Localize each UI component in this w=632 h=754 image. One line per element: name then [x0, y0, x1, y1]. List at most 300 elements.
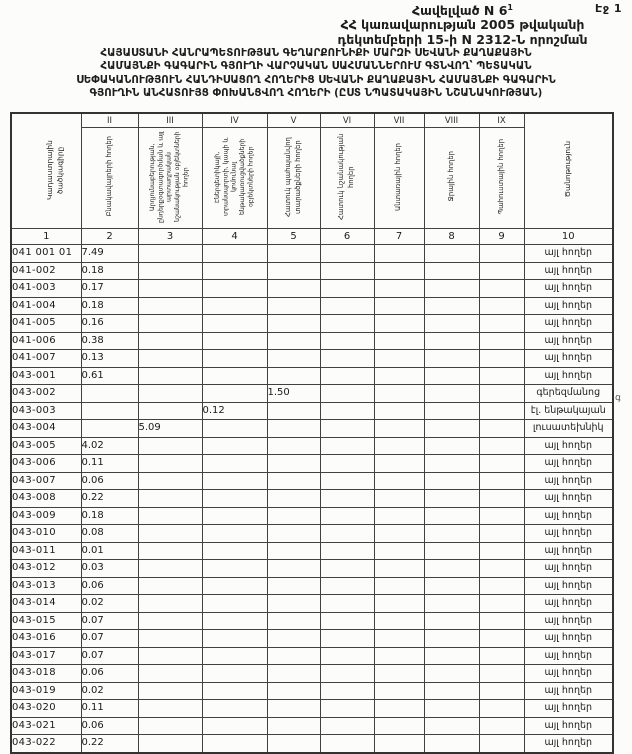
cell-note: այլ հողեր: [524, 332, 613, 350]
column-header-settlement-lands: Բնակավայրերի հողեր: [81, 128, 138, 229]
cell-note: այլ հողեր: [524, 437, 613, 455]
cell-area-col3: [138, 735, 202, 753]
cell-area-col6: [320, 402, 374, 420]
cell-area-col3: [138, 455, 202, 473]
column-header-protected-area-lands: Հատուկ պահպանվող տարածքների հողեր: [267, 128, 320, 229]
cell-area-col2: 7.49: [81, 245, 138, 263]
column-header-water-lands: Ջրային հողեր: [424, 128, 479, 229]
cell-area-col3: [138, 577, 202, 595]
table-body: [11, 245, 613, 753]
cell-area-col4: [202, 665, 267, 683]
cell-area-col8: [424, 490, 479, 508]
cell-area-col4: [202, 332, 267, 350]
cell-area-col5: [267, 437, 320, 455]
table-row: [11, 507, 613, 525]
cell-area-col7: [374, 455, 424, 473]
cell-note: այլ հողեր: [524, 630, 613, 648]
cell-area-col9: [479, 297, 524, 315]
cell-area-col5: [267, 420, 320, 438]
document-title: [8, 47, 624, 100]
table-row: [11, 560, 613, 578]
cell-area-col3: [138, 490, 202, 508]
col-number-9: 9: [479, 229, 524, 245]
cell-area-col6: [320, 525, 374, 543]
cell-note: այլ հողեր: [524, 455, 613, 473]
column-header-forest-lands: Անտառային հողեր: [374, 128, 424, 229]
table-row: [11, 437, 613, 455]
cell-area-col8: [424, 402, 479, 420]
cell-area-col4: [202, 472, 267, 490]
cell-cadastral-code: 041 001 01: [11, 245, 81, 263]
cell-note: այլ հողեր: [524, 647, 613, 665]
col-number-10: 10: [524, 229, 613, 245]
cell-area-col4: [202, 560, 267, 578]
cell-area-col9: [479, 280, 524, 298]
cell-note: այլ հողեր: [524, 472, 613, 490]
cell-area-col7: [374, 647, 424, 665]
cell-area-col2: 0.06: [81, 472, 138, 490]
cell-area-col2: 0.16: [81, 315, 138, 333]
cell-area-col7: [374, 280, 424, 298]
cell-area-col6: [320, 437, 374, 455]
roman-numeral-IV: IV: [202, 113, 267, 128]
cell-area-col4: [202, 420, 267, 438]
cell-area-col8: [424, 717, 479, 735]
cell-area-col7: [374, 735, 424, 753]
cell-area-col8: [424, 507, 479, 525]
title-line-4: ԳՅՈՒՂԻՆ ԱՆՀԱՏՈՒՅՑ ՓՈԽԱՆՑՎՈՂ ՀՈՂԵՐԻ (ԸՍՏ ՆՊԱՏԱԿԱՅԻՆ ՆՇԱՆԱԿՈՒԹՅԱՆ): [89, 87, 543, 99]
cell-area-col9: [479, 367, 524, 385]
cell-area-col4: [202, 315, 267, 333]
cell-area-col5: [267, 280, 320, 298]
cell-area-col6: [320, 350, 374, 368]
cell-area-col8: [424, 280, 479, 298]
roman-numeral-IX: IX: [479, 113, 524, 128]
cell-cadastral-code: 043-021: [11, 717, 81, 735]
table-row: [11, 647, 613, 665]
cell-area-col4: [202, 700, 267, 718]
cell-area-col5: [267, 332, 320, 350]
cell-area-col8: [424, 612, 479, 630]
cell-area-col8: [424, 665, 479, 683]
cell-area-col4: [202, 350, 267, 368]
table-row: [11, 455, 613, 473]
cell-area-col2: 0.38: [81, 332, 138, 350]
table-row: [11, 542, 613, 560]
cell-note: այլ հողեր: [524, 315, 613, 333]
cell-area-col2: 0.18: [81, 297, 138, 315]
cell-area-col5: [267, 595, 320, 613]
cell-area-col3: [138, 437, 202, 455]
cell-area-col3: [138, 630, 202, 648]
cell-cadastral-code: 041-005: [11, 315, 81, 333]
cell-area-col8: [424, 332, 479, 350]
cell-area-col6: [320, 385, 374, 403]
cell-area-col9: [479, 577, 524, 595]
cell-area-col5: [267, 262, 320, 280]
cell-area-col6: [320, 647, 374, 665]
cell-area-col5: [267, 490, 320, 508]
cell-area-col4: [202, 507, 267, 525]
cell-note: այլ հողեր: [524, 577, 613, 595]
cell-area-col8: [424, 525, 479, 543]
cell-area-col7: [374, 350, 424, 368]
land-transfer-table: [10, 112, 614, 754]
cell-area-col6: [320, 420, 374, 438]
cell-cadastral-code: 043-005: [11, 437, 81, 455]
table-row: [11, 612, 613, 630]
cell-cadastral-code: 041-006: [11, 332, 81, 350]
handwritten-margin-mark: գ: [614, 392, 622, 404]
table-row: [11, 665, 613, 683]
cell-area-col2: [81, 420, 138, 438]
cell-cadastral-code: 043-003: [11, 402, 81, 420]
cell-area-col2: 0.07: [81, 630, 138, 648]
cell-cadastral-code: 041-004: [11, 297, 81, 315]
cell-area-col2: 0.18: [81, 262, 138, 280]
appendix-line-1: Հավելված N $6^1$: [412, 3, 513, 19]
cell-area-col8: [424, 350, 479, 368]
cell-area-col3: [138, 367, 202, 385]
cell-area-col9: [479, 245, 524, 263]
cell-area-col9: [479, 560, 524, 578]
cell-cadastral-code: 043-004: [11, 420, 81, 438]
cell-area-col8: [424, 595, 479, 613]
col-number-8: 8: [424, 229, 479, 245]
cell-area-col9: [479, 315, 524, 333]
cell-area-col3: [138, 315, 202, 333]
cell-area-col8: [424, 245, 479, 263]
cell-area-col2: 0.11: [81, 700, 138, 718]
title-line-1: ՀԱՅԱՍՏԱՆԻ ՀԱՆՐԱՊԵՏՈՒԹՅԱՆ ԳԵՂԱՐՔՈՒՆԻՔԻ ՄԱՐԶԻ ՍԵՎԱՆԻ ՔԱՂԱՔԱՅԻՆ: [100, 48, 532, 59]
col-number-1: 1: [11, 229, 81, 245]
cell-area-col8: [424, 630, 479, 648]
cell-area-col9: [479, 262, 524, 280]
cell-area-col6: [320, 245, 374, 263]
cell-area-col5: [267, 717, 320, 735]
cell-area-col7: [374, 367, 424, 385]
cell-area-col4: [202, 280, 267, 298]
cell-area-col3: [138, 297, 202, 315]
cell-area-col6: [320, 367, 374, 385]
cell-area-col2: 0.02: [81, 595, 138, 613]
cell-area-col9: [479, 647, 524, 665]
column-header-industrial-lands: Արդյունաբերության, ընդերքօգտագործման և այլ արտադրական նշանակության օբյեկտների հողեր: [138, 128, 202, 229]
cell-cadastral-code: 043-013: [11, 577, 81, 595]
cell-area-col9: [479, 350, 524, 368]
cell-area-col8: [424, 647, 479, 665]
table-row: [11, 717, 613, 735]
cell-area-col3: [138, 560, 202, 578]
cell-area-col5: [267, 402, 320, 420]
cell-area-col6: [320, 490, 374, 508]
col-number-2: 2: [81, 229, 138, 245]
col-number-7: 7: [374, 229, 424, 245]
cell-cadastral-code: 043-010: [11, 525, 81, 543]
header-column-numbers-row: [11, 229, 613, 245]
cell-area-col3: [138, 280, 202, 298]
roman-numeral-II: II: [81, 113, 138, 128]
cell-area-col2: 0.22: [81, 735, 138, 753]
cell-area-col6: [320, 735, 374, 753]
cell-area-col9: [479, 455, 524, 473]
cell-area-col9: [479, 682, 524, 700]
cell-area-col9: [479, 612, 524, 630]
cell-area-col8: [424, 420, 479, 438]
table-row: [11, 735, 613, 753]
cell-note: այլ հողեր: [524, 700, 613, 718]
cell-note: այլ հողեր: [524, 262, 613, 280]
cell-area-col3: [138, 682, 202, 700]
cell-area-col4: [202, 630, 267, 648]
cell-area-col6: [320, 682, 374, 700]
cell-note: այլ հողեր: [524, 245, 613, 263]
cell-area-col5: [267, 577, 320, 595]
cell-area-col9: [479, 542, 524, 560]
cell-area-col5: [267, 647, 320, 665]
cell-area-col6: [320, 665, 374, 683]
table-row: [11, 700, 613, 718]
cell-area-col4: [202, 490, 267, 508]
column-header-infrastructure-lands: Էներգետիկայի, տրանսպորտի, կապի և կոմունալ ենթակառուցվածքների օբյեկտների հողեր: [202, 128, 267, 229]
cell-cadastral-code: 043-001: [11, 367, 81, 385]
cell-area-col5: [267, 455, 320, 473]
cell-area-col7: [374, 542, 424, 560]
cell-area-col7: [374, 472, 424, 490]
cell-note: այլ հողեր: [524, 682, 613, 700]
cell-area-col7: [374, 507, 424, 525]
cell-area-col8: [424, 735, 479, 753]
table-row: [11, 402, 613, 420]
cell-cadastral-code: 041-002: [11, 262, 81, 280]
cell-area-col3: 5.09: [138, 420, 202, 438]
cell-area-col6: [320, 507, 374, 525]
cell-area-col5: [267, 735, 320, 753]
cell-area-col6: [320, 455, 374, 473]
table-row: [11, 595, 613, 613]
cell-area-col7: [374, 595, 424, 613]
cell-note: այլ հողեր: [524, 717, 613, 735]
cell-area-col7: [374, 577, 424, 595]
roman-numeral-VIII: VIII: [424, 113, 479, 128]
cell-area-col4: [202, 297, 267, 315]
cell-area-col5: [267, 367, 320, 385]
cell-area-col9: [479, 507, 524, 525]
cell-cadastral-code: 043-016: [11, 630, 81, 648]
cell-area-col6: [320, 332, 374, 350]
cell-area-col7: [374, 490, 424, 508]
cell-area-col5: [267, 315, 320, 333]
column-header-reserve-lands: Պահուստային հողեր: [479, 128, 524, 229]
cell-area-col9: [479, 490, 524, 508]
cell-cadastral-code: 041-003: [11, 280, 81, 298]
cell-area-col2: 0.22: [81, 490, 138, 508]
cell-area-col4: [202, 367, 267, 385]
cell-area-col5: [267, 297, 320, 315]
cell-area-col4: [202, 577, 267, 595]
cell-area-col2: 0.13: [81, 350, 138, 368]
cell-area-col2: 0.02: [81, 682, 138, 700]
cell-area-col8: [424, 455, 479, 473]
cell-cadastral-code: 043-017: [11, 647, 81, 665]
cell-note: այլ հողեր: [524, 735, 613, 753]
cell-area-col3: [138, 262, 202, 280]
cell-cadastral-code: 043-009: [11, 507, 81, 525]
cell-area-col8: [424, 682, 479, 700]
cell-note: այլ հողեր: [524, 490, 613, 508]
cell-area-col9: [479, 420, 524, 438]
cell-area-col2: 0.11: [81, 455, 138, 473]
cell-area-col3: [138, 525, 202, 543]
cell-area-col2: 0.08: [81, 525, 138, 543]
page-number: Էջ 1: [595, 2, 622, 15]
col-number-6: 6: [320, 229, 374, 245]
header-category-row: [11, 128, 613, 229]
cell-note: այլ հողեր: [524, 560, 613, 578]
cell-area-col7: [374, 682, 424, 700]
col-number-3: 3: [138, 229, 202, 245]
cell-cadastral-code: 043-006: [11, 455, 81, 473]
cell-area-col6: [320, 472, 374, 490]
cell-cadastral-code: 043-011: [11, 542, 81, 560]
appendix-superscript: 1: [507, 3, 513, 12]
table-row: [11, 245, 613, 263]
table-row: [11, 525, 613, 543]
cell-area-col7: [374, 297, 424, 315]
cell-area-col4: [202, 385, 267, 403]
appendix-line-3: դեկտեմբերի 15-ի N 2312-Ն որոշման: [337, 31, 588, 47]
cell-area-col2: 0.06: [81, 577, 138, 595]
cell-area-col6: [320, 280, 374, 298]
cell-area-col8: [424, 472, 479, 490]
cell-area-col8: [424, 700, 479, 718]
cell-area-col5: [267, 472, 320, 490]
cell-area-col7: [374, 385, 424, 403]
cell-area-col8: [424, 262, 479, 280]
cell-area-col3: [138, 332, 202, 350]
cell-area-col3: [138, 472, 202, 490]
cell-area-col5: [267, 630, 320, 648]
cell-area-col4: [202, 735, 267, 753]
cell-area-col6: [320, 717, 374, 735]
cell-cadastral-code: 043-022: [11, 735, 81, 753]
cell-area-col7: [374, 245, 424, 263]
cell-area-col6: [320, 595, 374, 613]
cell-note: այլ հողեր: [524, 595, 613, 613]
title-line-3: ՍԵՓԱԿԱՆՈՒԹՅՈՒՆ ՀԱՆԴԻՍԱՑՈՂ ՀՈՂԵՐԻՑ ՍԵՎԱՆԻ ՔԱՂԱՔԱՅԻՆ ՀԱՄԱՅՆՔԻ ԳԱԳԱՐԻՆ: [76, 74, 556, 86]
cell-area-col5: [267, 665, 320, 683]
column-header-cadastral-code: Կադաստրային ծածկագիրը: [11, 113, 81, 229]
cell-area-col4: [202, 525, 267, 543]
cell-cadastral-code: 043-014: [11, 595, 81, 613]
cell-area-col8: [424, 542, 479, 560]
table-row: [11, 280, 613, 298]
cell-area-col2: 0.07: [81, 612, 138, 630]
cell-area-col2: 0.17: [81, 280, 138, 298]
table-row: [11, 350, 613, 368]
cell-cadastral-code: 043-015: [11, 612, 81, 630]
cell-area-col6: [320, 297, 374, 315]
cell-cadastral-code: 041-007: [11, 350, 81, 368]
cell-area-col2: 0.18: [81, 507, 138, 525]
table-row: [11, 630, 613, 648]
cell-area-col5: 1.50: [267, 385, 320, 403]
header-roman-numeral-row: [11, 113, 613, 128]
table-row: [11, 297, 613, 315]
cell-note: այլ հողեր: [524, 665, 613, 683]
table-row: [11, 420, 613, 438]
cell-area-col3: [138, 350, 202, 368]
cell-area-col5: [267, 612, 320, 630]
cell-area-col5: [267, 560, 320, 578]
cell-area-col4: [202, 595, 267, 613]
cell-area-col3: [138, 245, 202, 263]
cell-area-col5: [267, 682, 320, 700]
cell-area-col3: [138, 507, 202, 525]
cell-area-col3: [138, 402, 202, 420]
cell-area-col9: [479, 332, 524, 350]
table-row: [11, 332, 613, 350]
cell-cadastral-code: 043-007: [11, 472, 81, 490]
cell-area-col4: 0.12: [202, 402, 267, 420]
cell-note: այլ հողեր: [524, 612, 613, 630]
cell-area-col5: [267, 507, 320, 525]
cell-cadastral-code: 043-019: [11, 682, 81, 700]
column-header-special-purpose-lands: Հատուկ նշանակության հողեր: [320, 128, 374, 229]
cell-area-col3: [138, 647, 202, 665]
cell-area-col3: [138, 595, 202, 613]
cell-note: այլ հողեր: [524, 525, 613, 543]
roman-numeral-VII: VII: [374, 113, 424, 128]
cell-area-col4: [202, 437, 267, 455]
cell-area-col6: [320, 262, 374, 280]
cell-area-col4: [202, 647, 267, 665]
cell-area-col9: [479, 595, 524, 613]
cell-area-col2: 0.07: [81, 647, 138, 665]
cell-cadastral-code: 043-020: [11, 700, 81, 718]
cell-area-col2: [81, 385, 138, 403]
appendix-line-2: ՀՀ կառավարության 2005 թվականի: [340, 17, 585, 33]
cell-area-col6: [320, 315, 374, 333]
cell-area-col3: [138, 717, 202, 735]
cell-area-col5: [267, 245, 320, 263]
cell-area-col5: [267, 525, 320, 543]
cell-area-col6: [320, 700, 374, 718]
cell-area-col8: [424, 437, 479, 455]
cell-area-col7: [374, 525, 424, 543]
cell-area-col4: [202, 717, 267, 735]
roman-numeral-III: III: [138, 113, 202, 128]
cell-area-col9: [479, 525, 524, 543]
cell-area-col2: 4.02: [81, 437, 138, 455]
cell-note: այլ հողեր: [524, 507, 613, 525]
roman-numeral-V: V: [267, 113, 320, 128]
cell-area-col6: [320, 560, 374, 578]
cell-note: այլ հողեր: [524, 367, 613, 385]
cell-area-col9: [479, 630, 524, 648]
cell-area-col7: [374, 612, 424, 630]
cell-area-col8: [424, 577, 479, 595]
cell-area-col7: [374, 560, 424, 578]
table-row: [11, 385, 613, 403]
appendix-header: [295, 3, 630, 47]
cell-note: լուսատեխնիկ: [524, 420, 613, 438]
cell-area-col7: [374, 262, 424, 280]
cell-cadastral-code: 043-008: [11, 490, 81, 508]
roman-numeral-VI: VI: [320, 113, 374, 128]
cell-note: այլ հողեր: [524, 297, 613, 315]
cell-area-col6: [320, 542, 374, 560]
